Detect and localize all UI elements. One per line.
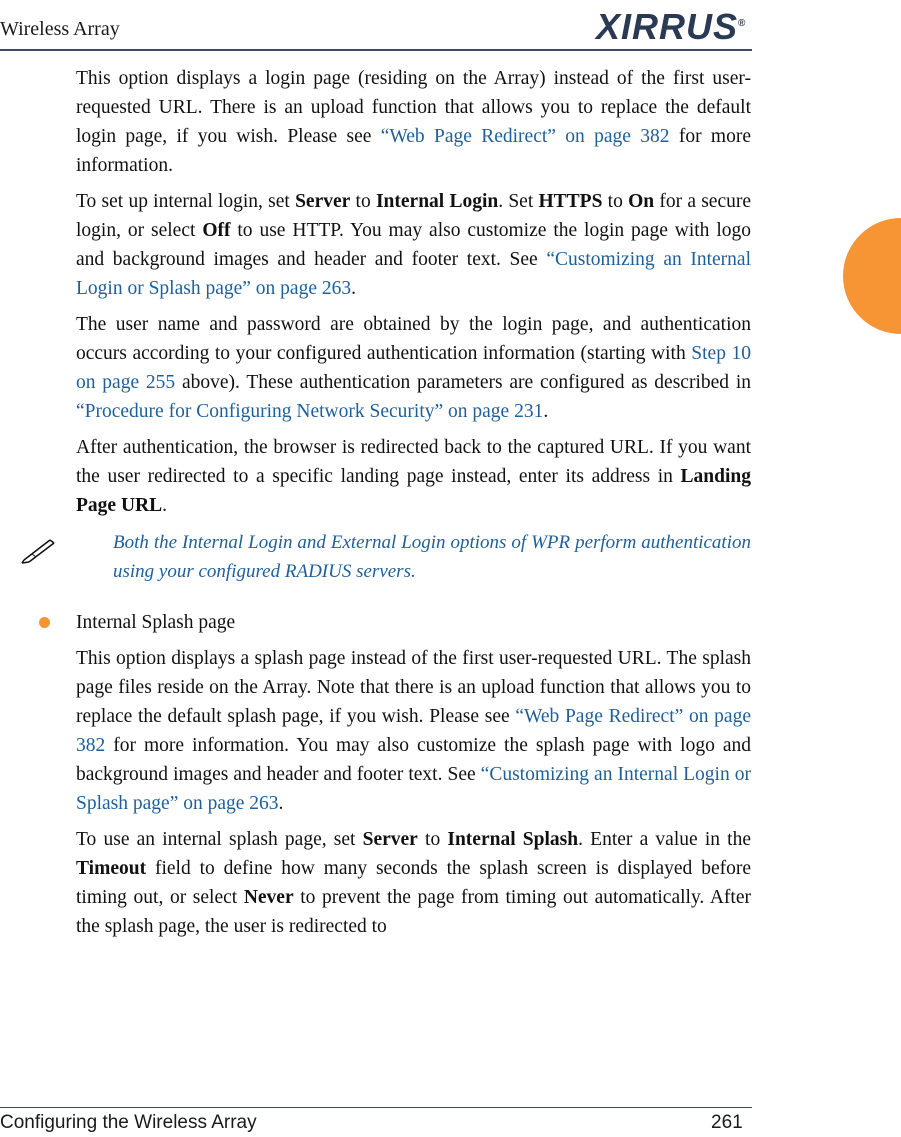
link-customizing-login-splash[interactable]: “Customizing an Internal Login or Splash page” on page 263 [76,764,751,814]
paragraph-redirect [76,433,751,520]
header-title: Wireless Array [0,18,120,40]
bold-term-internal-splash: Internal Splash [447,829,579,850]
link-procedure-network-security[interactable]: “Procedure for Configuring Network Security” on page 231 [76,401,544,422]
bold-term-timeout: Timeout [76,858,147,879]
list-item [76,608,751,637]
text: . [543,401,549,422]
text: . [278,793,284,814]
bold-term-https: HTTPS [538,191,603,212]
pencil-note-icon [20,534,58,564]
footer-section-title: Configuring the Wireless Array [0,1112,257,1133]
text: above). These authentication parameters are configured as described in [175,372,751,393]
text: for a secure login, or select [76,191,752,241]
page-body [76,64,751,948]
text: for more information. You may also customize the splash page with logo and background images and header and footer text. See [76,735,751,785]
link-web-page-redirect[interactable]: “Web Page Redirect” on page 382 [76,706,751,756]
text: to use HTTP. You may also customize the login page with logo and background images and header and footer text. See [76,220,751,270]
text: The user name and password are obtained by the login page, and authentication occurs according to your configured authentication information (starting with [76,314,751,364]
bold-term-internal-login: Internal Login [375,191,499,212]
paragraph-splash-setup [76,825,751,941]
text: To use an internal splash page, set [76,829,363,850]
list-item-label: Internal Splash page [76,612,236,633]
note-callout [76,528,751,586]
bold-term-off: Off [202,220,231,241]
text: to prevent the page from timing out automatically. After the splash page, the user is redirected to [76,887,751,937]
text: After authentication, the browser is redirected back to the captured URL. If you want the user redirected to a specific landing page instead, enter its address in [76,437,751,487]
logo-registered-mark: ® [738,18,747,29]
link-web-page-redirect[interactable]: “Web Page Redirect” on page 382 [380,126,670,147]
link-customizing-login-splash[interactable]: “Customizing an Internal Login or Splash page” on page 263 [76,249,751,299]
text: . [162,495,167,516]
footer-rule [0,1107,752,1108]
text: to [417,829,448,850]
text: for more information. [76,126,751,176]
note-text: Both the Internal Login and External Login options of WPR perform authentication using your configured RADIUS servers. [113,532,751,582]
text: . Enter a value in the [578,829,751,850]
text: To set up internal login, set [76,191,296,212]
header-rule [0,49,752,51]
paragraph-internal-login-setup [76,187,751,303]
paragraph-authentication [76,310,751,426]
logo-text: XIRRUS [596,6,739,47]
paragraph-login-page [76,64,751,180]
paragraph-splash-page [76,644,751,818]
text: field to define how many seconds the splash screen is displayed before timing out, or select [76,858,751,908]
chapter-tab-marker [843,218,901,334]
text: This option displays a splash page instead of the first user-requested URL. The splash page files reside on the Array. Note that there is an upload function that allows you to replace the default splash page, if you wish. Please see [76,648,751,727]
bold-term-on: On [628,191,655,212]
xirrus-logo [596,6,746,48]
bold-term-server: Server [362,829,418,850]
bullet-dot-icon [39,617,50,628]
bold-term-never: Never [243,887,294,908]
link-step-10[interactable]: Step 10 on page 255 [76,343,751,393]
text: . [351,278,356,299]
bold-term-landing-page-url: Landing Page URL [76,466,751,516]
text: . Set [498,191,539,212]
text: to [602,191,629,212]
text: to [350,191,376,212]
bold-term-server: Server [295,191,351,212]
text: This option displays a login page (residing on the Array) instead of the first user-requested URL. There is an upload function that allows you to replace the default login page, if you wish. Please see [76,68,751,147]
page-number: 261 [711,1112,743,1133]
